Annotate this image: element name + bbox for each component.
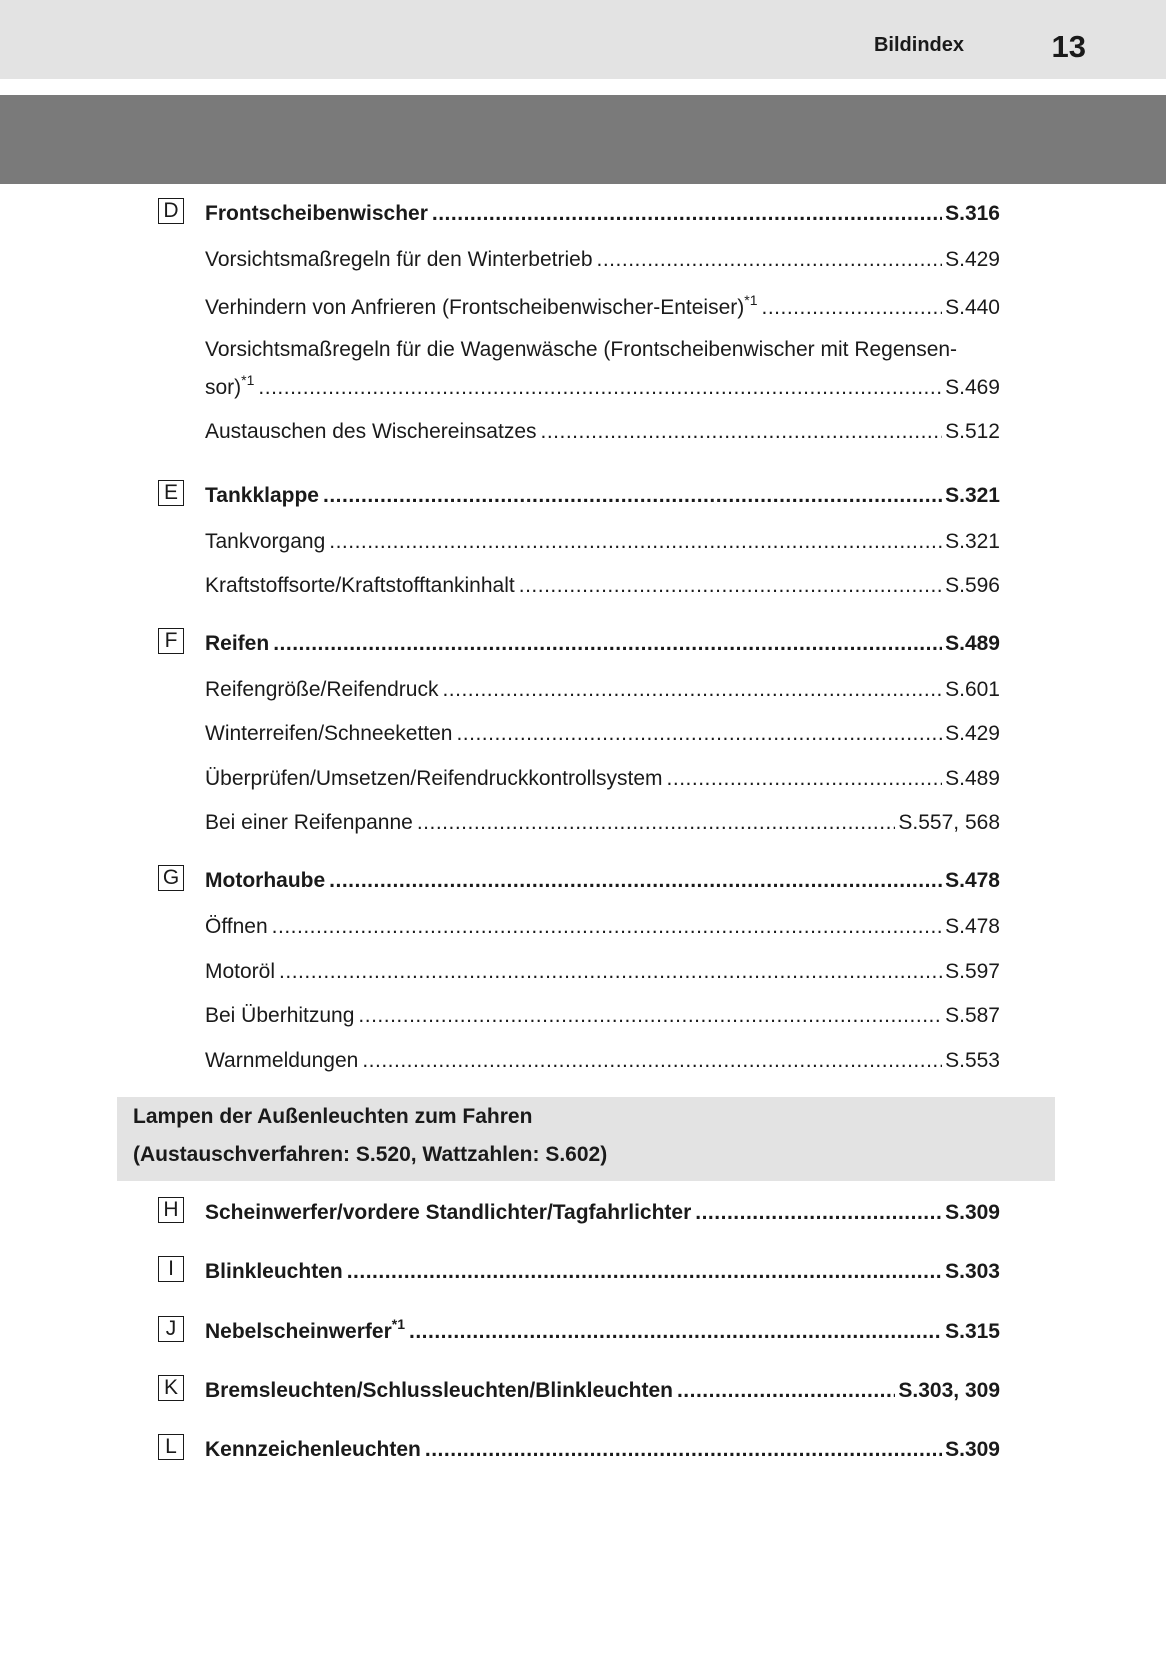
index-subentry[interactable]: Kraftstoffsorte/Kraftstofftankinhalt ..... S.596 <box>205 572 1000 600</box>
lamp-section-title: Lampen der Außenleuchten zum Fahren <box>133 1105 533 1128</box>
index-subentry[interactable]: Bei einer Reifenpanne ..... S.557, 568 <box>205 809 1000 837</box>
lamp-section-subtitle: (Austauschverfahren: S.520, Wattzahlen: S.602) <box>133 1143 608 1166</box>
header-band <box>0 0 1166 79</box>
index-entry-frontscheibenwischer[interactable] <box>205 200 1000 228</box>
section-letter-k: K <box>158 1375 184 1401</box>
header-gray-bar <box>0 95 1166 184</box>
section-letter-d: D <box>158 198 184 224</box>
index-subentry[interactable]: Warnmeldungen ..... S.553 <box>205 1047 1000 1075</box>
index-subentry[interactable]: sor)$^{*1}$ ..... S.469 <box>205 374 1000 402</box>
index-subentry[interactable]: Motoröl ..... S.597 <box>205 958 1000 986</box>
section-letter-f: F <box>158 628 184 654</box>
section-letter-j: J <box>158 1316 184 1342</box>
page-number: 13 <box>1051 29 1086 64</box>
index-entry-bremsleuchten[interactable]: Bremsleuchten/Schlussleuchten/Blinkleuchten ..... S.303, 309 <box>205 1377 1000 1405</box>
section-letter-e: E <box>158 480 184 506</box>
section-letter-g: G <box>158 865 184 891</box>
index-entry-motorhaube[interactable]: Motorhaube ..... S.478 <box>205 867 1000 895</box>
section-letter-l: L <box>158 1434 184 1460</box>
index-subentry[interactable]: Bei Überhitzung ..... S.587 <box>205 1002 1000 1030</box>
index-subentry-line1: Vorsichtsmaßregeln für die Wagenwäsche (Frontscheibenwischer mit Regensen- <box>205 338 958 361</box>
index-entry-reifen[interactable]: Reifen ..... S.489 <box>205 630 1000 658</box>
index-entry-kennzeichenleuchten[interactable]: Kennzeichenleuchten ..... S.309 <box>205 1436 1000 1464</box>
index-entry-scheinwerfer[interactable]: Scheinwerfer/vordere Standlichter/Tagfahrlichter ..... S.309 <box>205 1199 1000 1227</box>
index-subentry[interactable]: Öffnen ..... S.478 <box>205 913 1000 941</box>
index-subentry[interactable]: Vorsichtsmaßregeln für den Winterbetrieb ..... S.429 <box>205 246 1000 274</box>
index-subentry[interactable]: Reifengröße/Reifendruck ..... S.601 <box>205 676 1000 704</box>
entry-page: S.316 <box>945 202 1000 225</box>
index-entry-nebelscheinwerfer[interactable]: Nebelscheinwerfer$^{*1}$ ..... S.315 <box>205 1318 1000 1346</box>
index-subentry[interactable]: Austauschen des Wischereinsatzes ..... S.512 <box>205 418 1000 446</box>
index-subentry[interactable]: Überprüfen/Umsetzen/Reifendruckkontrollsystem ..... S.489 <box>205 765 1000 793</box>
index-subentry[interactable]: Tankvorgang ..... S.321 <box>205 528 1000 556</box>
lamp-section-header <box>117 1097 1055 1181</box>
index-entry-blinkleuchten[interactable]: Blinkleuchten ..... S.303 <box>205 1258 1000 1286</box>
page-title: Bildindex <box>873 34 964 56</box>
section-letter-h: H <box>158 1197 184 1223</box>
index-subentry[interactable]: Verhindern von Anfrieren (Frontscheibenwischer-Enteiser)$^{*1}$ ..... S.440 <box>205 294 1000 322</box>
index-subentry[interactable]: Winterreifen/Schneeketten ..... S.429 <box>205 720 1000 748</box>
section-letter-i: I <box>158 1256 184 1282</box>
index-entry-tankklappe[interactable]: Tankklappe ..... S.321 <box>205 482 1000 510</box>
entry-label: Frontscheibenwischer <box>205 202 428 225</box>
